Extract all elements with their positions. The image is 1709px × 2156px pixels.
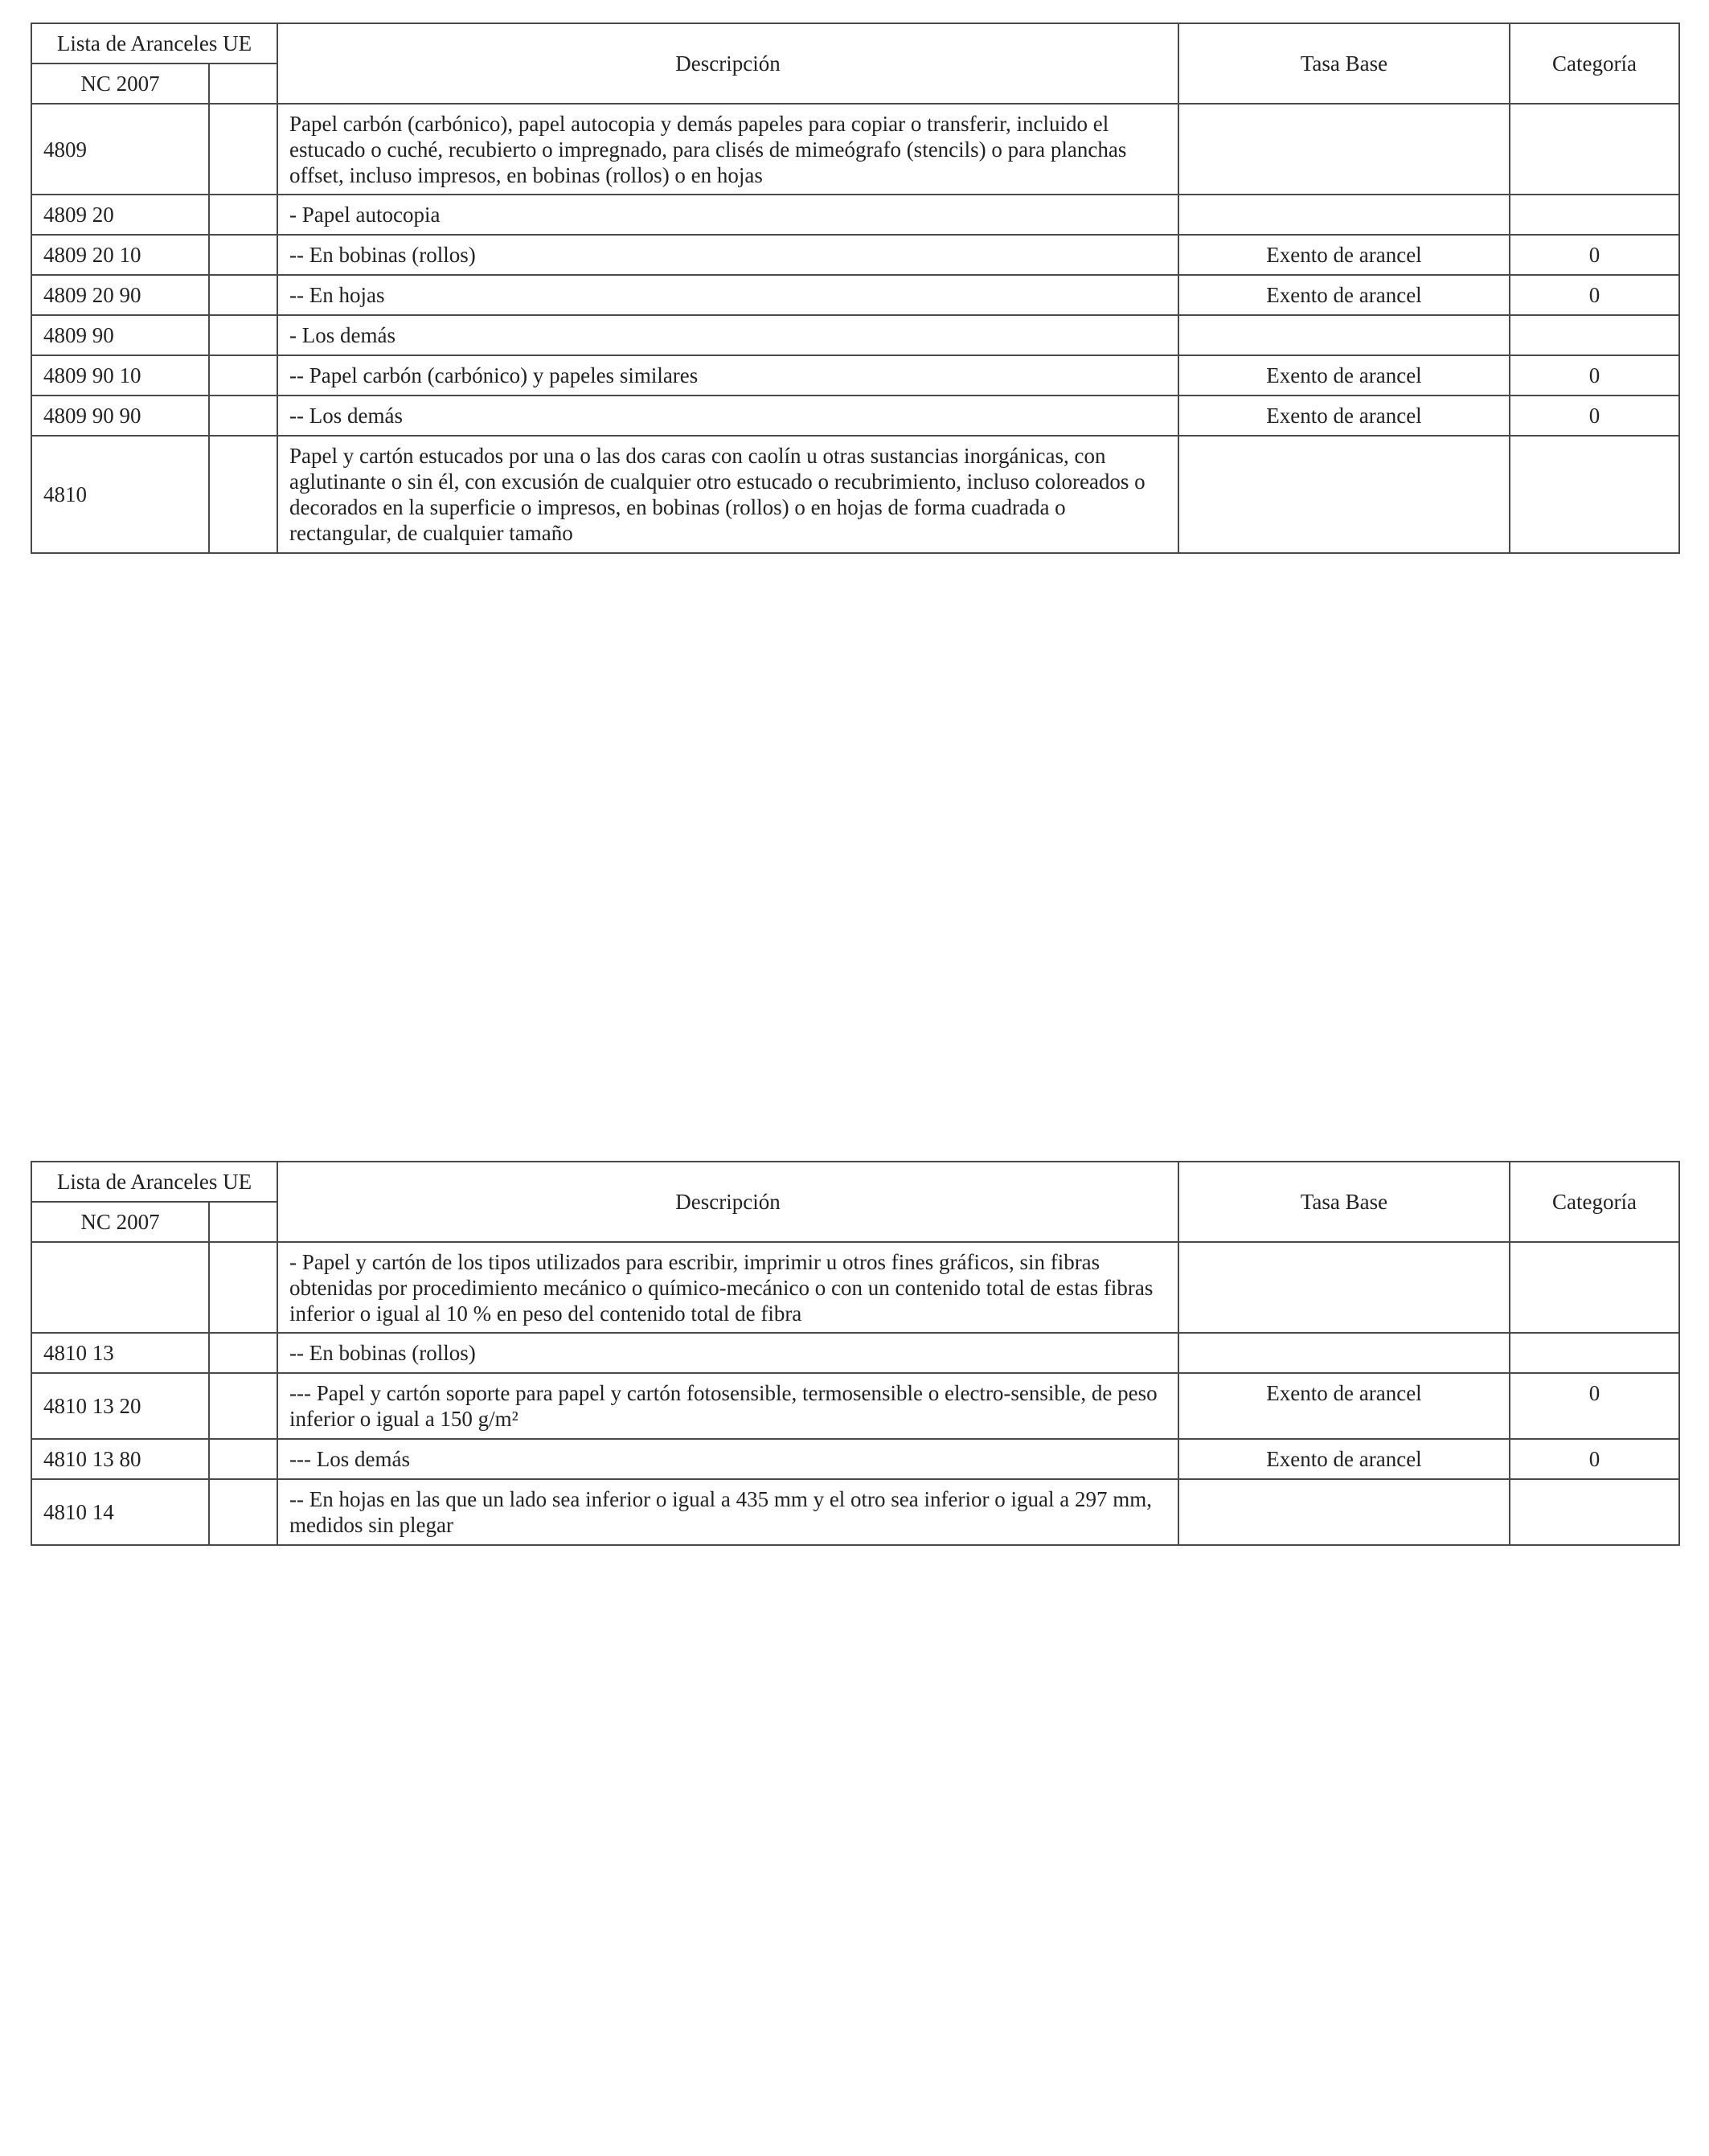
category-header: Categoría (1510, 1162, 1679, 1242)
blank-cell (209, 1479, 277, 1545)
code-cell: 4809 90 (31, 315, 209, 355)
rate-cell (1178, 436, 1510, 553)
description-cell: - Papel y cartón de los tipos utilizados para escribir, imprimir u otros fines gráficos, sin fibras obtenidas por procedimiento mecánico o químico-mecánico o con un contenido total de estas fibras inferior o igual al 10 % en peso del contenido total de fibra (277, 1242, 1178, 1333)
rate-cell: Exento de arancel (1178, 396, 1510, 436)
category-cell (1510, 104, 1679, 195)
blank-cell (209, 1242, 277, 1333)
table-row (31, 436, 1679, 553)
category-cell (1510, 1242, 1679, 1333)
table-row (31, 1479, 1679, 1545)
description-cell: -- En hojas en las que un lado sea inferior o igual a 435 mm y el otro sea inferior o igual a 297 mm, medidos sin plegar (277, 1479, 1178, 1545)
description-cell: --- Los demás (277, 1439, 1178, 1479)
table-row (31, 235, 1679, 275)
description-cell: Papel y cartón estucados por una o las dos caras con caolín u otras sustancias inorgánicas, con aglutinante o sin él, con excusión de cualquier otro estucado o recubrimiento, incluso coloreados o decorados en la superficie o impresos, en bobinas (rollos) o en hojas de forma cuadrada o rectangular, de cualquier tamaño (277, 436, 1178, 553)
rate-header: Tasa Base (1178, 1162, 1510, 1242)
category-cell: 0 (1510, 275, 1679, 315)
table-row (31, 275, 1679, 315)
rate-header: Tasa Base (1178, 23, 1510, 104)
code-cell: 4810 13 (31, 1333, 209, 1373)
code-cell: 4809 20 90 (31, 275, 209, 315)
code-cell: 4809 20 (31, 195, 209, 235)
blank-cell (209, 355, 277, 396)
nc-header-blank (209, 64, 277, 104)
category-cell (1510, 436, 1679, 553)
category-cell: 0 (1510, 1439, 1679, 1479)
description-cell: - Los demás (277, 315, 1178, 355)
nc-header-blank (209, 1202, 277, 1242)
blank-cell (209, 315, 277, 355)
blank-cell (209, 104, 277, 195)
blank-cell (209, 1373, 277, 1439)
blank-cell (209, 1439, 277, 1479)
rate-cell (1178, 1242, 1510, 1333)
rate-cell: Exento de arancel (1178, 235, 1510, 275)
category-cell (1510, 195, 1679, 235)
nc-header: NC 2007 (31, 64, 209, 104)
description-cell: -- Los demás (277, 396, 1178, 436)
code-cell: 4810 13 80 (31, 1439, 209, 1479)
code-cell: 4809 90 90 (31, 396, 209, 436)
description-cell: -- Papel carbón (carbónico) y papeles similares (277, 355, 1178, 396)
blank-cell (209, 1333, 277, 1373)
rate-cell: Exento de arancel (1178, 1439, 1510, 1479)
description-cell: Papel carbón (carbónico), papel autocopia y demás papeles para copiar o transferir, incluido el estucado o cuché, recubierto o impregnado, para clisés de mimeógrafo (stencils) o para planchas offset, incluso impresos, en bobinas (rollos) o en hojas (277, 104, 1178, 195)
code-cell: 4809 (31, 104, 209, 195)
code-cell: 4809 20 10 (31, 235, 209, 275)
blank-cell (209, 235, 277, 275)
rate-cell (1178, 195, 1510, 235)
table-row (31, 355, 1679, 396)
blank-cell (209, 436, 277, 553)
table-row (31, 104, 1679, 195)
code-cell: 4810 14 (31, 1479, 209, 1545)
header-row (31, 1162, 1679, 1202)
description-cell: --- Papel y cartón soporte para papel y cartón fotosensible, termosensible o electro-sensible, de peso inferior o igual a 150 g/m² (277, 1373, 1178, 1439)
rate-cell (1178, 1479, 1510, 1545)
description-header: Descripción (277, 1162, 1178, 1242)
category-cell: 0 (1510, 396, 1679, 436)
blank-cell (209, 396, 277, 436)
rate-cell (1178, 1333, 1510, 1373)
list-header: Lista de Aranceles UE (31, 23, 277, 64)
category-cell: 0 (1510, 1373, 1679, 1439)
code-cell: 4809 90 10 (31, 355, 209, 396)
rate-cell (1178, 104, 1510, 195)
table-row (31, 315, 1679, 355)
category-cell: 0 (1510, 355, 1679, 396)
nc-header: NC 2007 (31, 1202, 209, 1242)
category-cell: 0 (1510, 235, 1679, 275)
rate-cell: Exento de arancel (1178, 275, 1510, 315)
code-cell: 4810 13 20 (31, 1373, 209, 1439)
blank-cell (209, 275, 277, 315)
code-cell: 4810 (31, 436, 209, 553)
category-cell (1510, 315, 1679, 355)
description-cell: -- En bobinas (rollos) (277, 235, 1178, 275)
category-cell (1510, 1333, 1679, 1373)
table-row (31, 1333, 1679, 1373)
description-cell: -- En bobinas (rollos) (277, 1333, 1178, 1373)
code-cell (31, 1242, 209, 1333)
rate-cell: Exento de arancel (1178, 1373, 1510, 1439)
table-row (31, 195, 1679, 235)
list-header: Lista de Aranceles UE (31, 1162, 277, 1202)
blank-cell (209, 195, 277, 235)
category-header: Categoría (1510, 23, 1679, 104)
description-header: Descripción (277, 23, 1178, 104)
tariff-table-1 (31, 23, 1680, 554)
rate-cell: Exento de arancel (1178, 355, 1510, 396)
tariff-table-2 (31, 1161, 1680, 1546)
header-row (31, 23, 1679, 64)
table-row (31, 1242, 1679, 1333)
table-row (31, 396, 1679, 436)
description-cell: - Papel autocopia (277, 195, 1178, 235)
category-cell (1510, 1479, 1679, 1545)
description-cell: -- En hojas (277, 275, 1178, 315)
table-row (31, 1373, 1679, 1439)
table-row (31, 1439, 1679, 1479)
rate-cell (1178, 315, 1510, 355)
